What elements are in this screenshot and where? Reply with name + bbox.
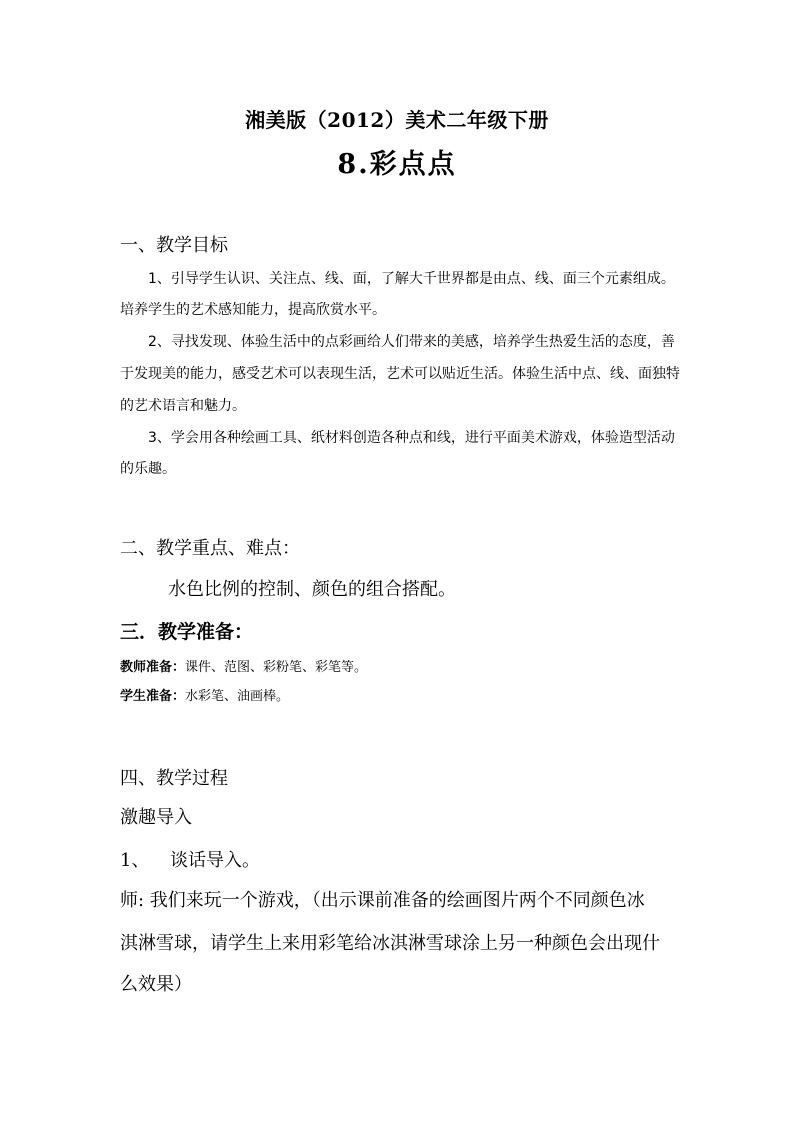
- teacher-preparation-value: 课件、范图、彩粉笔、彩笔等。: [185, 660, 368, 675]
- objective-line-5: 的艺术语言和魅力。: [120, 398, 246, 414]
- objective-line-2: 培养学生的艺术感知能力，提高欣赏水平。: [120, 302, 386, 318]
- process-paragraph-line-2: 淇淋雪球，请学生上来用彩笔给冰淇淋雪球涂上另一种颜色会出现什: [120, 933, 660, 954]
- lesson-title: 8.彩点点: [337, 149, 457, 180]
- objective-line-4: 于发现美的能力，感受艺术可以表现生活，艺术可以贴近生活。体验生活中点、线、面独特: [120, 366, 680, 382]
- document-title: 湘美版（2012）美术二年级下册: [245, 108, 549, 132]
- objective-line-1: 1、引导学生认识、关注点、线、面，了解大千世界都是由点、线、面三个元素组成。: [148, 271, 675, 287]
- key-points-content: 水色比例的控制、颜色的组合搭配。: [168, 579, 456, 600]
- process-subheading: 激趣导入: [120, 807, 192, 828]
- process-paragraph-line-3: 么效果）: [120, 974, 192, 995]
- process-step-number: 1、: [120, 850, 150, 871]
- section-heading-key-points: 二、教学重点、难点：: [120, 538, 300, 559]
- section-heading-preparation: 三．教学准备：: [120, 621, 254, 643]
- student-preparation: [120, 685, 289, 704]
- objective-line-3: 2、寻找发现、体验生活中的点彩画给人们带来的美感，培养学生热爱生活的态度，善: [148, 334, 675, 350]
- objective-line-7: 的乐趣。: [120, 461, 176, 477]
- section-heading-process: 四、教学过程: [120, 768, 228, 789]
- teacher-preparation-label: 教师准备：: [120, 660, 186, 675]
- student-preparation-label: 学生准备：: [120, 689, 186, 704]
- process-step-text: 谈话导入。: [170, 850, 260, 871]
- objective-line-6: 3、学会用各种绘画工具、纸材料创造各种点和线，进行平面美术游戏，体验造型活动: [148, 430, 675, 446]
- process-paragraph-line-1: 师: 我们来玩一个游戏，（出示课前准备的绘画图片两个不同颜色冰: [120, 890, 645, 911]
- section-heading-objectives: 一、教学目标: [120, 235, 228, 256]
- student-preparation-value: 水彩笔、油画棒。: [185, 689, 290, 704]
- teacher-preparation: [120, 656, 367, 675]
